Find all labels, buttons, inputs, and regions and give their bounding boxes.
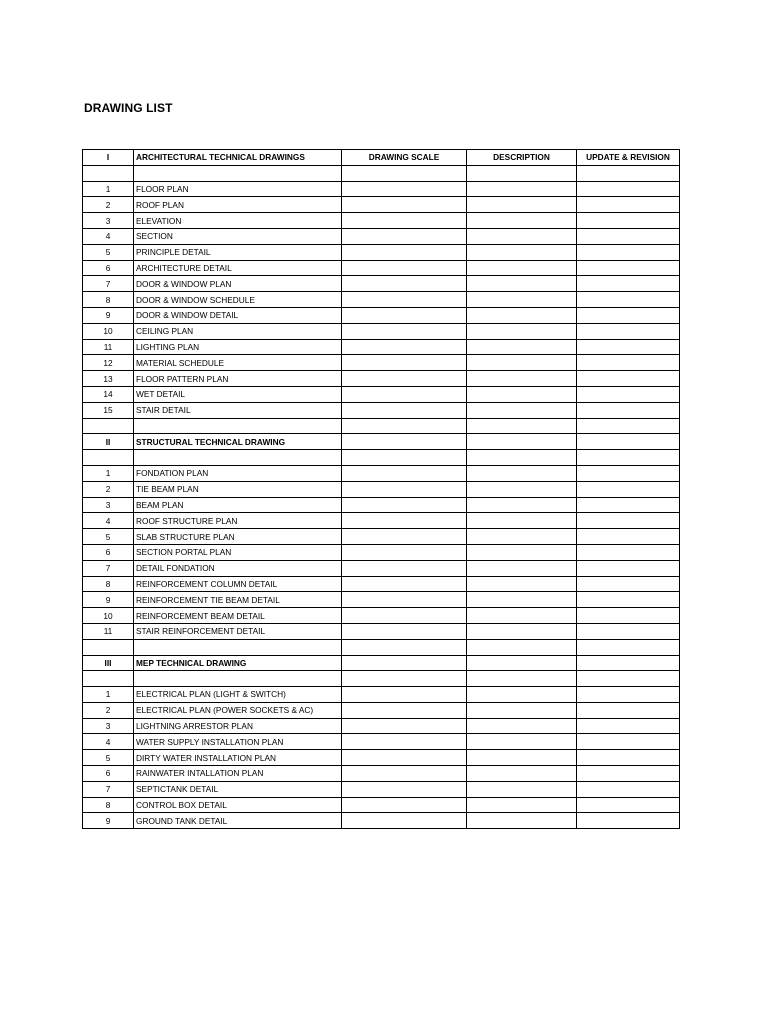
description-cell <box>467 750 577 766</box>
item-number: 5 <box>83 750 134 766</box>
item-number: 7 <box>83 560 134 576</box>
table-row <box>83 813 680 829</box>
description-cell <box>467 402 577 418</box>
update-revision-cell <box>577 228 680 244</box>
update-revision-cell <box>577 260 680 276</box>
header-drawing-scale: DRAWING SCALE <box>342 150 467 166</box>
update-revision-cell <box>577 323 680 339</box>
item-name: PRINCIPLE DETAIL <box>134 244 342 260</box>
table-row <box>83 355 680 371</box>
item-number: 4 <box>83 513 134 529</box>
header-section-number: I <box>83 150 134 166</box>
drawing-list-table <box>82 149 680 829</box>
empty-cell <box>83 165 134 181</box>
description-cell <box>467 292 577 308</box>
section-number: III <box>83 655 134 671</box>
update-revision-cell <box>577 623 680 639</box>
update-revision-cell <box>577 276 680 292</box>
empty-cell <box>83 671 134 687</box>
item-name: ROOF PLAN <box>134 197 342 213</box>
table-row <box>83 339 680 355</box>
description-cell <box>467 734 577 750</box>
drawing-scale-cell <box>342 623 467 639</box>
update-revision-cell <box>577 434 680 450</box>
header-description: DESCRIPTION <box>467 150 577 166</box>
drawing-scale-cell <box>342 276 467 292</box>
description-cell <box>467 687 577 703</box>
drawing-scale-cell <box>342 402 467 418</box>
empty-cell <box>467 418 577 434</box>
update-revision-cell <box>577 181 680 197</box>
empty-cell <box>342 671 467 687</box>
empty-cell <box>342 639 467 655</box>
empty-cell <box>134 165 342 181</box>
update-revision-cell <box>577 386 680 402</box>
item-number: 14 <box>83 386 134 402</box>
document-title: DRAWING LIST <box>84 101 173 115</box>
description-cell <box>467 276 577 292</box>
item-number: 11 <box>83 623 134 639</box>
drawing-scale-cell <box>342 592 467 608</box>
item-number: 3 <box>83 213 134 229</box>
section-title: STRUCTURAL TECHNICAL DRAWING <box>134 434 342 450</box>
drawing-scale-cell <box>342 497 467 513</box>
item-name: DIRTY WATER INSTALLATION PLAN <box>134 750 342 766</box>
update-revision-cell <box>577 592 680 608</box>
item-number: 1 <box>83 465 134 481</box>
update-revision-cell <box>577 481 680 497</box>
item-name: STAIR REINFORCEMENT DETAIL <box>134 623 342 639</box>
empty-cell <box>577 450 680 466</box>
drawing-scale-cell <box>342 228 467 244</box>
item-name: TIE BEAM PLAN <box>134 481 342 497</box>
item-number: 3 <box>83 718 134 734</box>
drawing-scale-cell <box>342 307 467 323</box>
empty-cell <box>467 165 577 181</box>
description-cell <box>467 608 577 624</box>
drawing-scale-cell <box>342 813 467 829</box>
empty-cell <box>83 639 134 655</box>
blank-row <box>83 450 680 466</box>
item-name: GROUND TANK DETAIL <box>134 813 342 829</box>
item-number: 1 <box>83 181 134 197</box>
empty-cell <box>467 671 577 687</box>
description-cell <box>467 497 577 513</box>
description-cell <box>467 781 577 797</box>
drawing-scale-cell <box>342 465 467 481</box>
description-cell <box>467 529 577 545</box>
table-row <box>83 386 680 402</box>
update-revision-cell <box>577 292 680 308</box>
item-number: 9 <box>83 813 134 829</box>
drawing-scale-cell <box>342 213 467 229</box>
item-name: WATER SUPPLY INSTALLATION PLAN <box>134 734 342 750</box>
item-name: LIGHTING PLAN <box>134 339 342 355</box>
table-row <box>83 465 680 481</box>
empty-cell <box>83 450 134 466</box>
item-number: 4 <box>83 734 134 750</box>
description-cell <box>467 307 577 323</box>
item-name: ELECTRICAL PLAN (POWER SOCKETS & AC) <box>134 702 342 718</box>
table-row <box>83 560 680 576</box>
item-number: 1 <box>83 687 134 703</box>
table-row <box>83 750 680 766</box>
update-revision-cell <box>577 702 680 718</box>
table-row <box>83 497 680 513</box>
empty-cell <box>342 450 467 466</box>
empty-cell <box>342 165 467 181</box>
description-cell <box>467 797 577 813</box>
update-revision-cell <box>577 513 680 529</box>
update-revision-cell <box>577 307 680 323</box>
update-revision-cell <box>577 355 680 371</box>
update-revision-cell <box>577 497 680 513</box>
item-name: LIGHTNING ARRESTOR PLAN <box>134 718 342 734</box>
description-cell <box>467 481 577 497</box>
description-cell <box>467 702 577 718</box>
description-cell <box>467 623 577 639</box>
description-cell <box>467 244 577 260</box>
description-cell <box>467 371 577 387</box>
table-row <box>83 323 680 339</box>
update-revision-cell <box>577 560 680 576</box>
drawing-scale-cell <box>342 781 467 797</box>
item-name: ELECTRICAL PLAN (LIGHT & SWITCH) <box>134 687 342 703</box>
item-number: 8 <box>83 797 134 813</box>
item-name: DETAIL FONDATION <box>134 560 342 576</box>
table-row <box>83 702 680 718</box>
drawing-scale-cell <box>342 292 467 308</box>
update-revision-cell <box>577 339 680 355</box>
table-row <box>83 292 680 308</box>
empty-cell <box>577 671 680 687</box>
drawing-scale-cell <box>342 339 467 355</box>
table-row <box>83 576 680 592</box>
item-name: FLOOR PATTERN PLAN <box>134 371 342 387</box>
drawing-scale-cell <box>342 323 467 339</box>
item-number: 10 <box>83 323 134 339</box>
drawing-scale-cell <box>342 434 467 450</box>
description-cell <box>467 339 577 355</box>
item-number: 6 <box>83 766 134 782</box>
item-number: 7 <box>83 781 134 797</box>
table-row <box>83 623 680 639</box>
item-name: STAIR DETAIL <box>134 402 342 418</box>
table-row <box>83 481 680 497</box>
description-cell <box>467 434 577 450</box>
item-name: BEAM PLAN <box>134 497 342 513</box>
item-name: SLAB STRUCTURE PLAN <box>134 529 342 545</box>
item-name: CONTROL BOX DETAIL <box>134 797 342 813</box>
empty-cell <box>467 639 577 655</box>
item-name: SECTION PORTAL PLAN <box>134 544 342 560</box>
update-revision-cell <box>577 718 680 734</box>
section-header-row <box>83 434 680 450</box>
drawing-scale-cell <box>342 560 467 576</box>
table-row <box>83 781 680 797</box>
drawing-scale-cell <box>342 371 467 387</box>
description-cell <box>467 560 577 576</box>
item-number: 9 <box>83 307 134 323</box>
update-revision-cell <box>577 813 680 829</box>
blank-row <box>83 671 680 687</box>
update-revision-cell <box>577 797 680 813</box>
item-name: CEILING PLAN <box>134 323 342 339</box>
item-number: 8 <box>83 576 134 592</box>
table-row <box>83 181 680 197</box>
table-row <box>83 608 680 624</box>
drawing-scale-cell <box>342 655 467 671</box>
item-number: 12 <box>83 355 134 371</box>
table-row <box>83 244 680 260</box>
update-revision-cell <box>577 655 680 671</box>
header-update-revision: UPDATE & REVISION <box>577 150 680 166</box>
description-cell <box>467 465 577 481</box>
description-cell <box>467 228 577 244</box>
table-row <box>83 513 680 529</box>
blank-row <box>83 418 680 434</box>
description-cell <box>467 181 577 197</box>
table-row <box>83 797 680 813</box>
item-name: SECTION <box>134 228 342 244</box>
drawing-scale-cell <box>342 687 467 703</box>
empty-cell <box>577 165 680 181</box>
table-row <box>83 228 680 244</box>
description-cell <box>467 260 577 276</box>
description-cell <box>467 576 577 592</box>
update-revision-cell <box>577 750 680 766</box>
blank-row <box>83 639 680 655</box>
table-row <box>83 687 680 703</box>
drawing-scale-cell <box>342 718 467 734</box>
item-number: 15 <box>83 402 134 418</box>
update-revision-cell <box>577 244 680 260</box>
table-header-row <box>83 150 680 166</box>
drawing-scale-cell <box>342 750 467 766</box>
blank-row <box>83 165 680 181</box>
update-revision-cell <box>577 529 680 545</box>
item-number: 7 <box>83 276 134 292</box>
item-number: 11 <box>83 339 134 355</box>
drawing-scale-cell <box>342 608 467 624</box>
update-revision-cell <box>577 371 680 387</box>
update-revision-cell <box>577 734 680 750</box>
description-cell <box>467 766 577 782</box>
description-cell <box>467 544 577 560</box>
section-title: MEP TECHNICAL DRAWING <box>134 655 342 671</box>
update-revision-cell <box>577 687 680 703</box>
drawing-scale-cell <box>342 181 467 197</box>
table-row <box>83 213 680 229</box>
drawing-scale-cell <box>342 702 467 718</box>
item-name: REINFORCEMENT BEAM DETAIL <box>134 608 342 624</box>
description-cell <box>467 323 577 339</box>
empty-cell <box>134 450 342 466</box>
table-row <box>83 276 680 292</box>
table-row <box>83 402 680 418</box>
drawing-scale-cell <box>342 734 467 750</box>
drawing-scale-cell <box>342 244 467 260</box>
empty-cell <box>134 671 342 687</box>
empty-cell <box>577 418 680 434</box>
item-name: DOOR & WINDOW DETAIL <box>134 307 342 323</box>
section-number: II <box>83 434 134 450</box>
table-body <box>83 150 680 829</box>
table-row <box>83 544 680 560</box>
update-revision-cell <box>577 197 680 213</box>
update-revision-cell <box>577 402 680 418</box>
update-revision-cell <box>577 766 680 782</box>
update-revision-cell <box>577 608 680 624</box>
item-name: ROOF STRUCTURE PLAN <box>134 513 342 529</box>
item-name: DOOR & WINDOW SCHEDULE <box>134 292 342 308</box>
table-row <box>83 260 680 276</box>
update-revision-cell <box>577 544 680 560</box>
description-cell <box>467 197 577 213</box>
description-cell <box>467 386 577 402</box>
item-name: ARCHITECTURE DETAIL <box>134 260 342 276</box>
item-name: REINFORCEMENT COLUMN DETAIL <box>134 576 342 592</box>
drawing-scale-cell <box>342 576 467 592</box>
table-row <box>83 197 680 213</box>
item-number: 2 <box>83 702 134 718</box>
empty-cell <box>83 418 134 434</box>
table-row <box>83 766 680 782</box>
empty-cell <box>134 418 342 434</box>
item-name: REINFORCEMENT TIE BEAM DETAIL <box>134 592 342 608</box>
drawing-scale-cell <box>342 481 467 497</box>
drawing-scale-cell <box>342 513 467 529</box>
description-cell <box>467 513 577 529</box>
table-row <box>83 718 680 734</box>
table-row <box>83 307 680 323</box>
empty-cell <box>467 450 577 466</box>
header-section-title: ARCHITECTURAL TECHNICAL DRAWINGS <box>134 150 342 166</box>
section-header-row <box>83 655 680 671</box>
item-number: 10 <box>83 608 134 624</box>
empty-cell <box>577 639 680 655</box>
table-row <box>83 592 680 608</box>
table-row <box>83 371 680 387</box>
drawing-scale-cell <box>342 766 467 782</box>
table-row <box>83 529 680 545</box>
description-cell <box>467 813 577 829</box>
empty-cell <box>342 418 467 434</box>
drawing-scale-cell <box>342 529 467 545</box>
item-name: DOOR & WINDOW PLAN <box>134 276 342 292</box>
description-cell <box>467 592 577 608</box>
update-revision-cell <box>577 781 680 797</box>
item-name: MATERIAL SCHEDULE <box>134 355 342 371</box>
drawing-scale-cell <box>342 797 467 813</box>
drawing-scale-cell <box>342 197 467 213</box>
item-number: 4 <box>83 228 134 244</box>
description-cell <box>467 655 577 671</box>
item-number: 8 <box>83 292 134 308</box>
description-cell <box>467 718 577 734</box>
drawing-scale-cell <box>342 260 467 276</box>
item-name: SEPTICTANK DETAIL <box>134 781 342 797</box>
item-number: 13 <box>83 371 134 387</box>
drawing-scale-cell <box>342 386 467 402</box>
table-row <box>83 734 680 750</box>
item-name: ELEVATION <box>134 213 342 229</box>
item-number: 6 <box>83 260 134 276</box>
description-cell <box>467 355 577 371</box>
description-cell <box>467 213 577 229</box>
item-name: WET DETAIL <box>134 386 342 402</box>
empty-cell <box>134 639 342 655</box>
item-name: FONDATION PLAN <box>134 465 342 481</box>
item-number: 9 <box>83 592 134 608</box>
update-revision-cell <box>577 465 680 481</box>
item-number: 2 <box>83 481 134 497</box>
item-number: 3 <box>83 497 134 513</box>
drawing-scale-cell <box>342 355 467 371</box>
item-number: 5 <box>83 529 134 545</box>
item-number: 2 <box>83 197 134 213</box>
drawing-scale-cell <box>342 544 467 560</box>
item-number: 5 <box>83 244 134 260</box>
item-name: FLOOR PLAN <box>134 181 342 197</box>
item-name: RAINWATER INTALLATION PLAN <box>134 766 342 782</box>
update-revision-cell <box>577 213 680 229</box>
item-number: 6 <box>83 544 134 560</box>
update-revision-cell <box>577 576 680 592</box>
